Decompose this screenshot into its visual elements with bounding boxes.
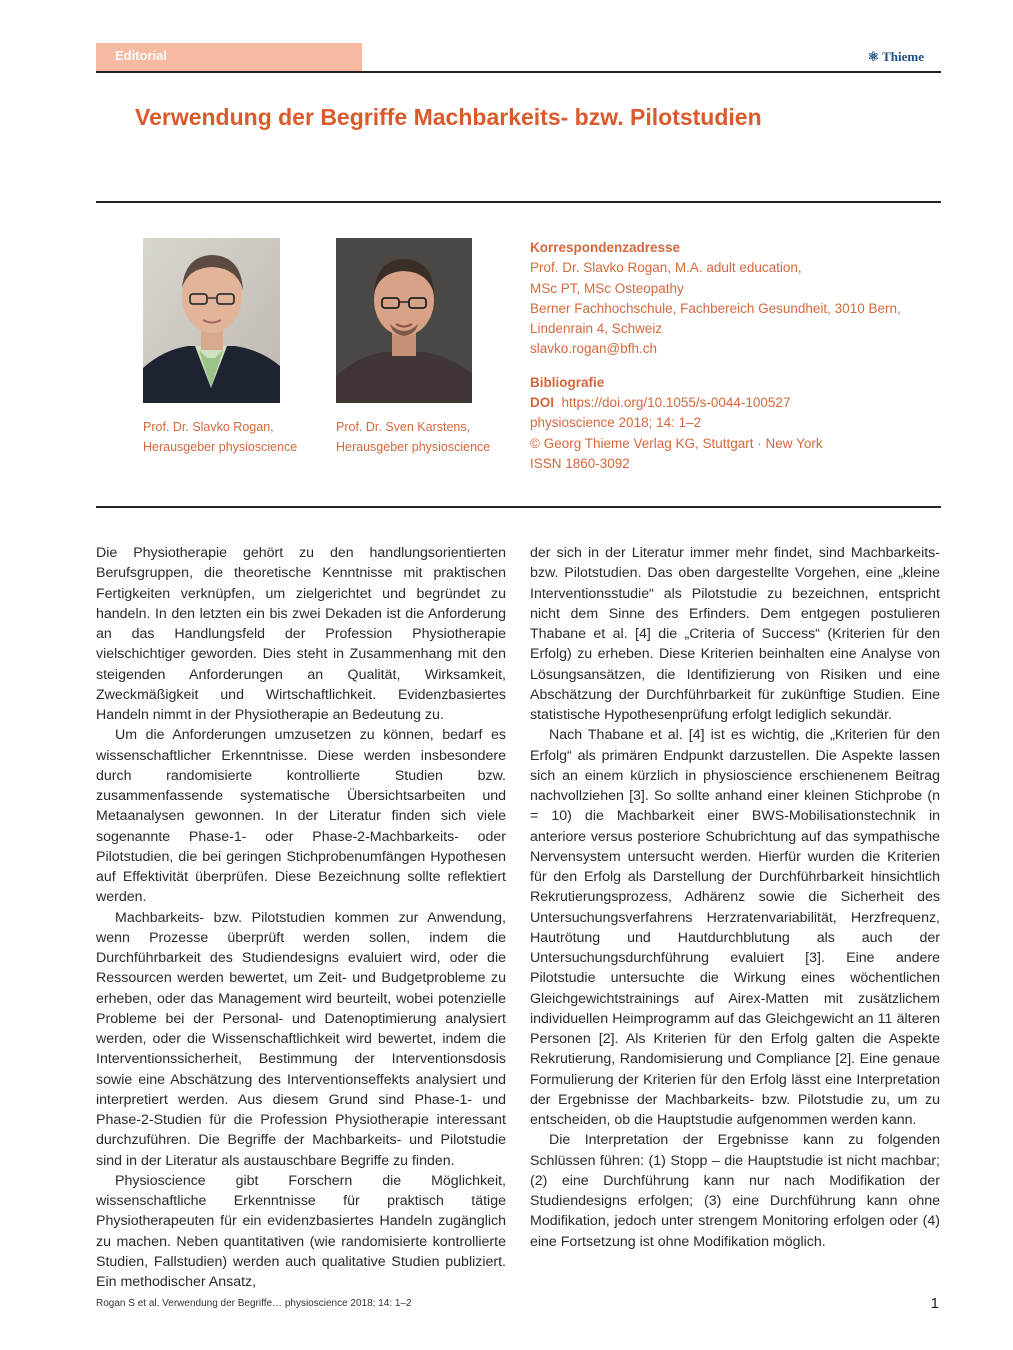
author-caption-rogan bbox=[143, 418, 297, 457]
author-caption-karstens bbox=[336, 418, 490, 457]
body-column-right bbox=[530, 543, 940, 1252]
author-photo-rogan bbox=[143, 238, 280, 403]
section-tag: Editorial bbox=[96, 43, 362, 71]
page-number: 1 bbox=[930, 1295, 939, 1312]
body-paragraph: Die Physiotherapie gehört zu den handlungsorientierten Berufsgruppen, die theoretische Kenntnisse mit praktischen Fertigkeiten verknüpfen, um zielgerichtet und begründet zu handeln. In den letzten ein bis zwei Dekaden ist die Anforderung an das Handlungsfeld der Profession Physiotherapie vielschichtiger geworden. Dies steht in Zusammenhang mit den steigenden Anforderungen an Qualität, Wirksamkeit, Zweckmäßigkeit und Wirtschaftlichkeit. Evidenzbasiertes Handeln nimmt in der Physiotherapie an Bedeutung zu. bbox=[96, 545, 506, 723]
correspondence-heading: Korrespondenzadresse bbox=[530, 240, 681, 255]
body-paragraph: Nach Thabane et al. [4] ist es wichtig, die „Kriterien für den Erfolg“ als primären Endpunkt darzustellen. Die Aspekte lassen sich an einem kürzlich in physioscience erschienenem Beitrag nachvollziehen [3]. So sollte anhand einer kleinen Stichprobe (n = 10) die Machbarkeit einer BWS-Mobilisationstechnik in anteriore versus posteriore Schubrichtung auf das sympathische Nervensystem untersucht werden. Hierfür wurden die Kriterien für den Erfolg als Darstellung der Durchführbarkeit hinsichtlich Rekrutierungsprozess, Adhärenz sowie die Sicherheit des Untersuchungsverfahrens Herzratenvariabilität, Herzfrequenz, Hautrötung und Hautdurchblutung als auch der Untersuchungsdurchführung evaluiert [3]. Eine andere Pilotstudie untersuchte die Wirkung eines wöchentlichen Gleichgewichtstrainings auf Airex-Matten mit zusätzlichem individuellen Heimprogramm auf das Gleichgewicht an 11 älteren Personen [2]. Als Kriterien für den Erfolg galten die Aspekte Rekrutierung, Randomisierung und Compliance [2]. Eine genaue Formulierung der Kriterien für den Erfolg lässt eine Interpretation der Ergebnisse der Machbarkeits- bzw. Pilotstudie zu, um zu entscheiden, ob die Hauptstudie aufgenommen werden kann. bbox=[530, 727, 940, 1128]
footer-citation: Rogan S et al. Verwendung der Begriffe… physioscience 2018; 14: 1–2 bbox=[96, 1298, 412, 1309]
caption-line: Prof. Dr. Slavko Rogan, bbox=[143, 420, 274, 434]
thieme-logo-icon: ⚛ bbox=[867, 49, 880, 64]
author-photo-karstens bbox=[336, 238, 472, 403]
body-paragraph: Machbarkeits- bzw. Pilotstudien kommen zur Anwendung, wenn Prozesse überprüft werden sollen, indem die Durchführbarkeit des Studiendesigns evaluiert wird, oder die Ressourcen werden bewertet, um Zeit- und Budgetprobleme zu erheben, oder das Management wird beurteilt, wobei potenzielle Probleme bei der Personal- und Datenoptimierung analysiert werden, oder die Wissenschaftlichkeit wird bewertet, indem die Interventionssicherheit, Bestimmung der Interventionsdosis sowie eine Abschätzung des Interventionseffekts analysiert und interpretiert werden. Aus diesem Grund sind Phase-1- und Phase-2-Studien für die Profession Physiotherapie interessant durchzuführen. Die Begriffe der Machbarkeits- und Pilotstudie sind in der Literatur als austauschbare Begriffe zu finden. bbox=[96, 909, 506, 1169]
header-rule bbox=[96, 71, 941, 73]
doi-line bbox=[530, 393, 930, 413]
correspondence-email[interactable]: slavko.rogan@bfh.ch bbox=[530, 341, 658, 357]
body-column-left bbox=[96, 543, 506, 1292]
correspondence-line: MSc PT, MSc Osteopathy bbox=[530, 280, 684, 296]
title-divider bbox=[96, 201, 941, 203]
doi-label: DOI bbox=[530, 395, 555, 411]
bibliography-line: physioscience 2018; 14: 1–2 bbox=[530, 415, 702, 431]
body-paragraph: der sich in der Literatur immer mehr findet, sind Machbarkeits- bzw. Pilotstudien. Das oben dargestellte Vorgehen, eine „kleine Interventionsstudie“ als Pilotstudie zu bezeichnen, entspricht nicht dem Sinne des Erfinders. Dem entgegen postulieren Thabane et al. [4] die „Criteria of Success“ (Kriterien für den Erfolg) zu erheben. Diese Kriterien beinhalten eine Analyse von Lösungsansätzen, die Identifizierung von Risiken und eine Abschätzung der Durchführbarkeit für zukünftige Studien. Eine statistische Hypothesenprüfung erfolgt lediglich sekundär. bbox=[530, 545, 940, 723]
publisher-logo[interactable] bbox=[867, 49, 924, 65]
meta-spacer bbox=[530, 360, 930, 373]
correspondence-line: Berner Fachhochschule, Fachbereich Gesundheit, 3010 Bern, bbox=[530, 300, 901, 316]
bibliography-line: © Georg Thieme Verlag KG, Stuttgart · New York bbox=[530, 435, 823, 451]
correspondence-line: Prof. Dr. Slavko Rogan, M.A. adult education, bbox=[530, 260, 802, 276]
caption-line: Prof. Dr. Sven Karstens, bbox=[336, 420, 471, 434]
doi-link[interactable]: https://doi.org/10.1055/s-0044-100527 bbox=[561, 395, 791, 411]
body-paragraph: Die Interpretation der Ergebnisse kann zu folgenden Schlüssen führen: (1) Stopp – die Hauptstudie ist nicht machbar; (2) eine Durchführung kann nur nach Modifikation der Studiendesigns erfolgen; (3) eine Durchführung kann ohne Modifikation, jedoch unter strengem Monitoring erfolgen oder (4) eine Fortsetzung ist ohne Modifikation möglich. bbox=[530, 1132, 940, 1250]
article-meta bbox=[530, 238, 930, 474]
bibliography-heading: Bibliografie bbox=[530, 374, 605, 390]
body-paragraph: Physioscience gibt Forschern die Möglichkeit, wissenschaftliche Erkenntnisse für praktisch tätige Physiotherapeuten für ein evidenzbasiertes Handeln zugänglich zu machen. Neben quantitativen (wie randomisierte kontrollierte Studien, Fallstudien) werden auch qualitative Studien publiziert. Ein methodischer Ansatz, bbox=[96, 1172, 506, 1290]
bibliography-line: ISSN 1860-3092 bbox=[530, 455, 630, 471]
meta-divider bbox=[96, 506, 941, 508]
caption-line: Herausgeber physioscience bbox=[336, 439, 491, 454]
correspondence-line: Lindenrain 4, Schweiz bbox=[530, 321, 663, 337]
article-title: Verwendung der Begriffe Machbarkeits- bzw. Pilotstudien bbox=[135, 104, 762, 130]
caption-line: Herausgeber physioscience bbox=[143, 439, 298, 454]
publisher-logo-text: Thieme bbox=[882, 49, 924, 64]
body-paragraph: Um die Anforderungen umzusetzen zu können, bedarf es wissenschaftlicher Erkenntnisse. Diese werden insbesondere durch randomisierte kontrollierte Studien bzw. zusammenfassende systematische Übersichtsarbeiten und Metaanalysen gewonnen. In der Literatur finden sich viele sogenannte Phase-1- oder Phase-2-Machbarkeits- oder Pilotstudien, die bei geringen Stichprobenumfängen Hypothesen auf Effektivität überprüfen. Diese Bezeichnung sollte reflektiert werden. bbox=[96, 727, 506, 906]
